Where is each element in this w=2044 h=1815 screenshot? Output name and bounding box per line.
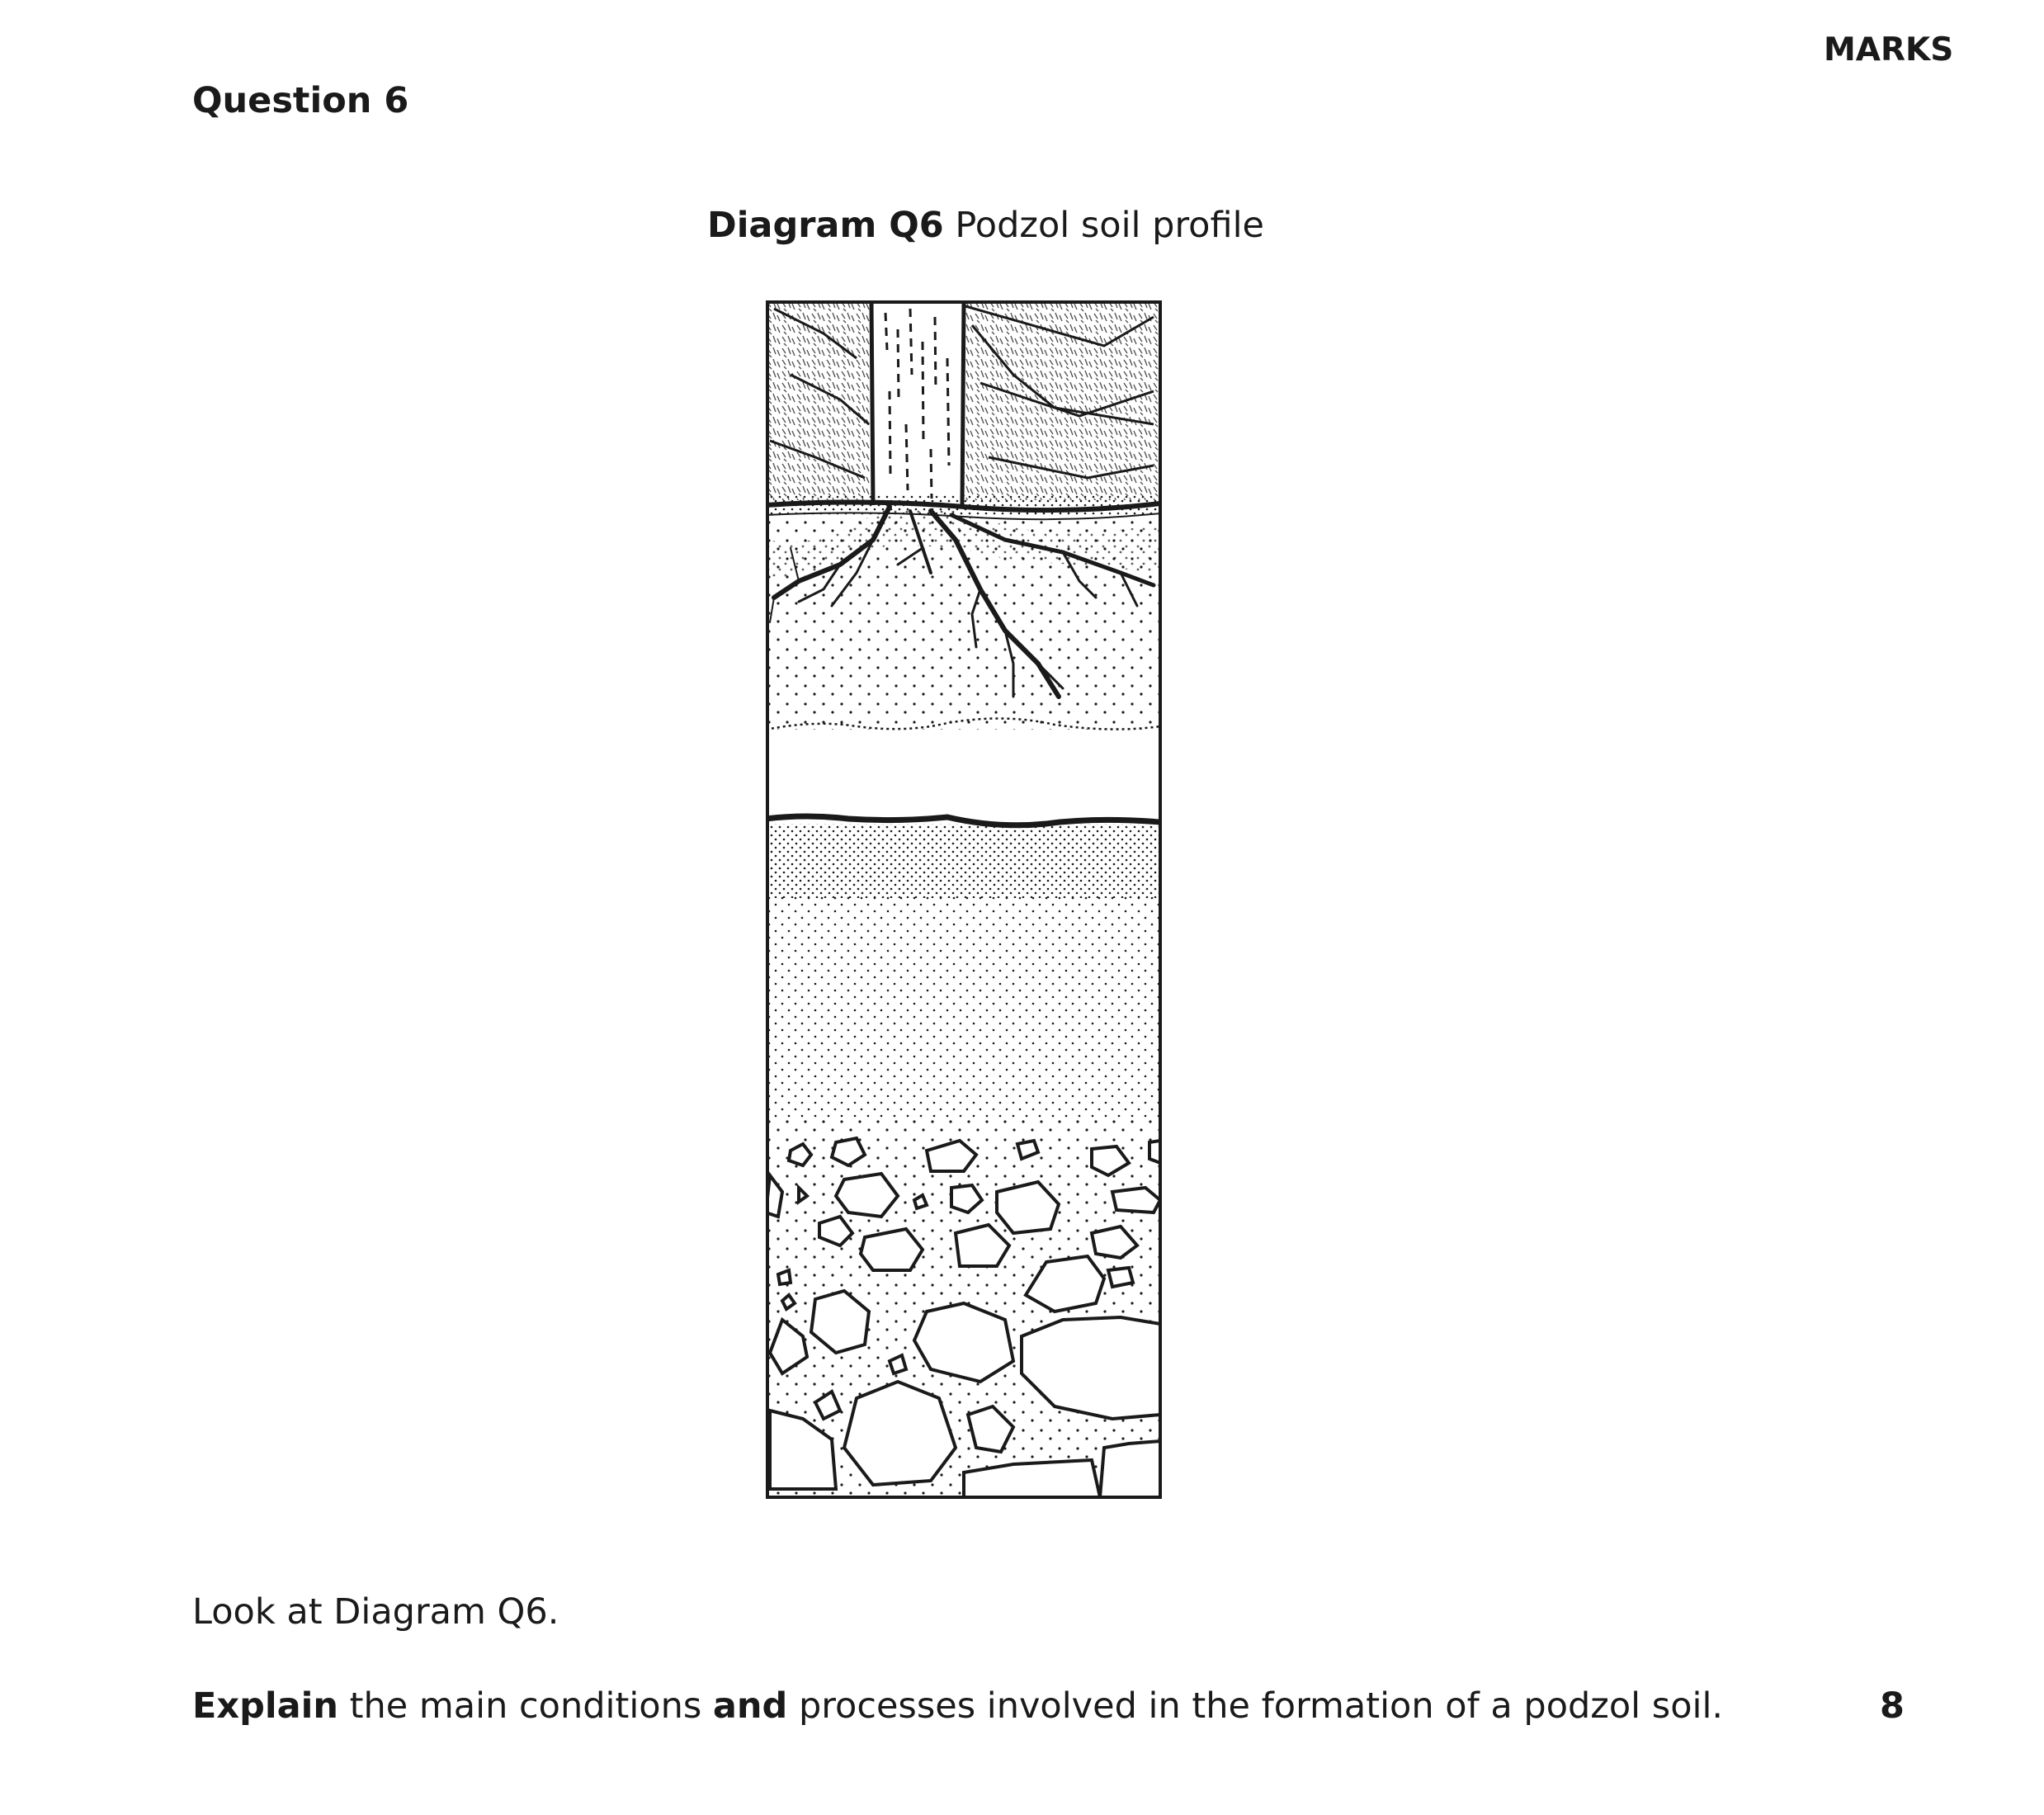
parent-material-stones [766,1118,1160,1497]
question-prompt [192,1685,1723,1727]
podzol-soil-profile-diagram [766,300,1162,1499]
marks-column-header: MARKS [1824,31,1954,69]
prompt-text-1: the main conditions [338,1685,713,1727]
prompt-text-2: processes involved in the formation of a podzol soil. [787,1685,1724,1727]
humus-horizon [766,507,1160,730]
diagram-caption-label: Diagram Q6 [707,205,944,246]
diagram-caption-text: Podzol soil profile [955,205,1264,246]
command-word-explain: Explain [192,1685,338,1727]
illuvial-horizon [766,824,1160,1119]
question-title: Question 6 [192,80,409,121]
emphasis-and: and [712,1685,788,1727]
question-marks-value: 8 [1880,1685,1905,1727]
tree-trunk [871,302,964,505]
diagram-caption [707,205,1264,246]
leached-horizon [766,731,1160,820]
soil-profile-drawing [766,300,1162,1499]
instruction-text: Look at Diagram Q6. [192,1591,559,1633]
